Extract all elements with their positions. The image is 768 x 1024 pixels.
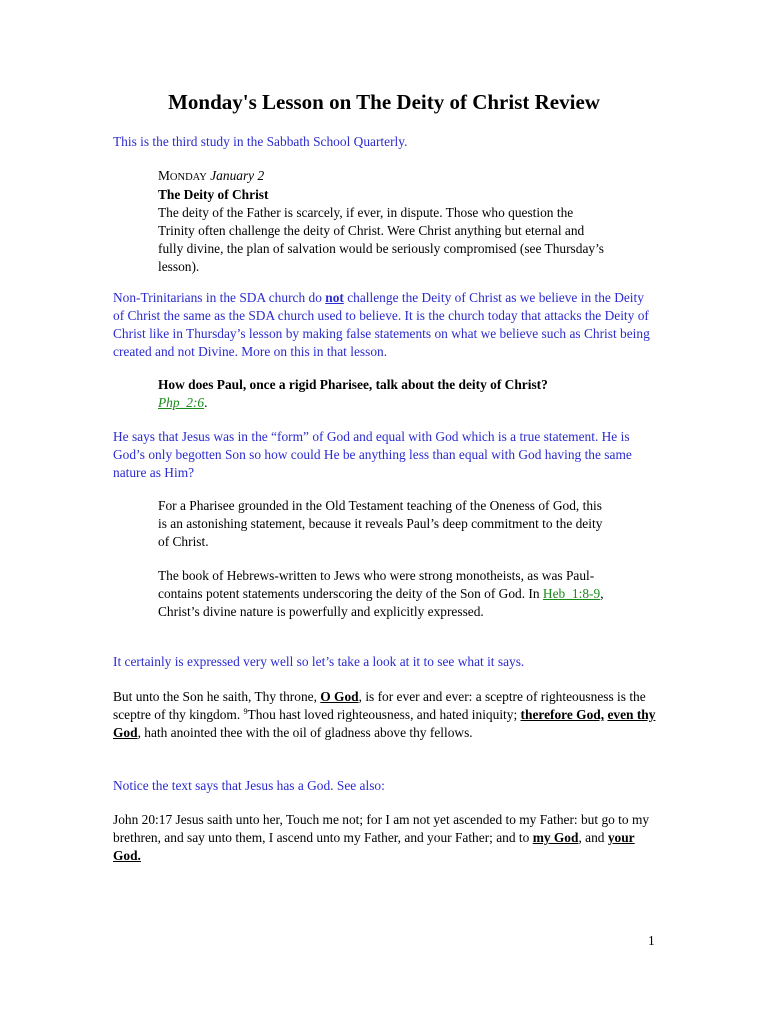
- lesson3-before: The book of Hebrews-written to Jews who were strong monotheists, as was Paul-contains potent statements underscoring the deity of the Son of God. In: [158, 568, 595, 601]
- comment1-before: Non-Trinitarians in the SDA church do: [113, 290, 326, 305]
- hebrews-bold-even-thy-god: even thy God: [113, 707, 656, 740]
- hebrews-p3: Thou hast loved righteousness, and hated iniquity;: [247, 707, 521, 722]
- lesson3-after: , Christ’s divine nature is powerfully and explicitly expressed.: [158, 586, 604, 619]
- scripture-link-heb[interactable]: Heb_1:8-9: [542, 586, 601, 601]
- question-text: How does Paul, once a rigid Pharisee, talk about the deity of Christ?: [158, 377, 548, 392]
- hebrews-p2: , is for ever and ever: a sceptre of righteousness is the sceptre of thy kingdom.: [113, 689, 646, 722]
- john-verse: [113, 811, 658, 865]
- comment1-emphasis: not: [325, 290, 344, 305]
- page-number: 1: [648, 933, 655, 948]
- question-ref-end: .: [204, 395, 208, 410]
- day-date: January 2: [210, 168, 265, 183]
- lesson-paragraph-1: The deity of the Father is scarcely, if ever, in dispute. Those who question the Trinity often challenge the deity of Christ. Were Christ anything but eternal and fully divine, the plan of salvation would be seriously compromised (see Thursday’s lesson).: [158, 205, 605, 274]
- john-bold-my-god: my God: [532, 830, 579, 845]
- lesson-paragraph-2: For a Pharisee grounded in the Old Testament teaching of the Oneness of God, this is an astonishing statement, because it reveals Paul’s deep commitment to the deity of Christ.: [158, 498, 603, 549]
- section-heading: The Deity of Christ: [158, 187, 269, 202]
- day-first-letter: M: [158, 168, 170, 183]
- scripture-link-php[interactable]: Php_2:6: [158, 395, 205, 410]
- day-rest: ONDAY: [169, 172, 207, 183]
- comment-paragraph-4: Notice the text says that Jesus has a God. See also:: [113, 778, 385, 793]
- comment-paragraph-3: It certainly is expressed very well so let’s take a look at it to see what it says.: [113, 654, 525, 669]
- comment-paragraph-2: He says that Jesus was in the “form” of God and equal with God which is a true statement. He is God’s only begotten Son so how could He be anything less than equal with God having the same nature as Him?: [113, 429, 632, 480]
- hebrews-p5: , hath anointed thee with the oil of gladness above thy fellows.: [137, 725, 473, 740]
- john-bold-your-god: your God.: [113, 830, 635, 863]
- verse-number: 9: [243, 707, 248, 716]
- comment-paragraph-1: [113, 289, 658, 361]
- page-title: Monday's Lesson on The Deity of Christ Review: [168, 90, 600, 114]
- lesson-paragraph-3: [158, 567, 610, 621]
- hebrews-p1: But unto the Son he saith, Thy throne,: [113, 689, 321, 704]
- john-p1: John 20:17 Jesus saith unto her, Touch me not; for I am not yet ascended to my Father: but go to my brethren, and say unto them, I ascend unto my Father, and your Father; and to: [113, 812, 650, 845]
- day-heading: [158, 167, 610, 187]
- comment1-after: challenge the Deity of Christ as we believe in the Deity of Christ the same as the SDA church used to believe. It is the church today that attacks the Deity of Christ like in Thursday’s lesson by making false statements on what we believe such as Christ being created and not Divine. More on this in that lesson.: [113, 290, 650, 359]
- hebrews-bold-o-god: O God: [320, 689, 359, 704]
- intro-comment: This is the third study in the Sabbath School Quarterly.: [113, 134, 408, 149]
- john-p2: , and: [578, 830, 608, 845]
- hebrews-verse: [113, 688, 658, 742]
- question-paragraph: [158, 376, 610, 412]
- hebrews-bold-therefore-god: therefore God,: [520, 707, 605, 722]
